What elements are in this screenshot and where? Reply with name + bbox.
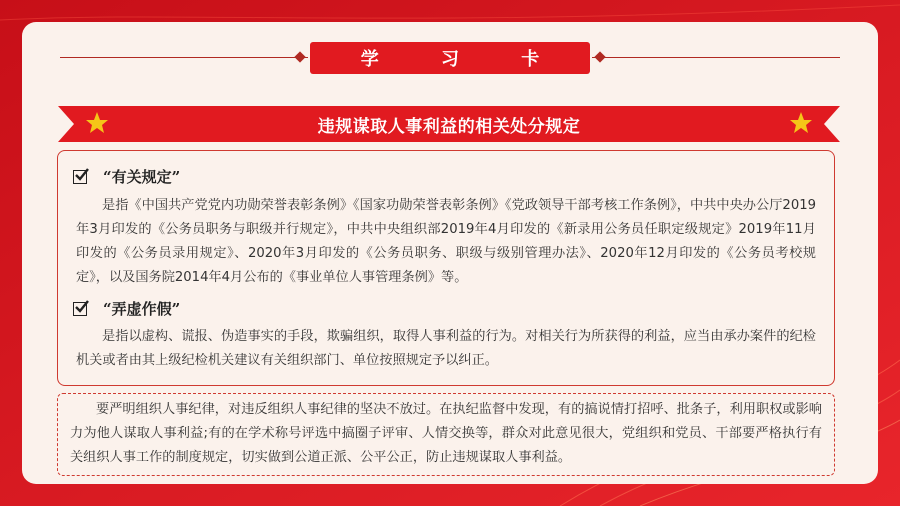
checkbox-checked-icon <box>73 302 87 316</box>
card-title: 学 习 卡 <box>310 42 590 74</box>
title-rule-left <box>60 57 308 58</box>
section-body-fraud: 是指以虚构、谎报、伪造事实的手段，欺骗组织，取得人事利益的行为。对相关行为所获得的利益，应当由承办案件的纪检机关或者由其上级纪检机关建议有关组织部门、单位按照规定予以纠正。 <box>76 329 816 368</box>
section-heading-regulations <box>73 166 180 187</box>
note-text: 要严明组织人事纪律，对违反组织人事纪律的坚决不放过。在执纪监督中发现，有的搞说情打招呼、批条子，利用职权或影响力为他人谋取人事利益;有的在学术称号评选中搞圈子评审、人情交换等，群众对此意见很大，党组织和党员、干部要严格执行有关组织人事工作的制度规定，切实做到公道正派、公平公正，防止违规谋取人事利益。 <box>70 402 822 465</box>
section-heading-text: “有关规定” <box>103 168 181 186</box>
title-rule-right <box>592 57 840 58</box>
section-body-regulations: 是指《中国共产党党内功勋荣誉表彰条例》《国家功勋荣誉表彰条例》《党政领导干部考核工作条例》，中共中央办公厅2019年3月印发的《公务员职务与职级并行规定》，中共中央组织部2019年4月印发的《新录用公务员任职定级规定》2019年11月印发的《公务员录用规定》、2020年3月印发的《公务员职务、职级与级别管理办法》、2020年12月印发的《公务员考校规定》，以及国务院2014年4月公布的《事业单位人事管理条例》等。 <box>76 198 816 285</box>
section-heading-fraud <box>73 298 180 319</box>
checkbox-checked-icon <box>73 170 87 184</box>
section-heading-text: “弄虚作假” <box>103 300 181 318</box>
banner-title: 违规谋取人事利益的相关处分规定 <box>317 116 581 137</box>
